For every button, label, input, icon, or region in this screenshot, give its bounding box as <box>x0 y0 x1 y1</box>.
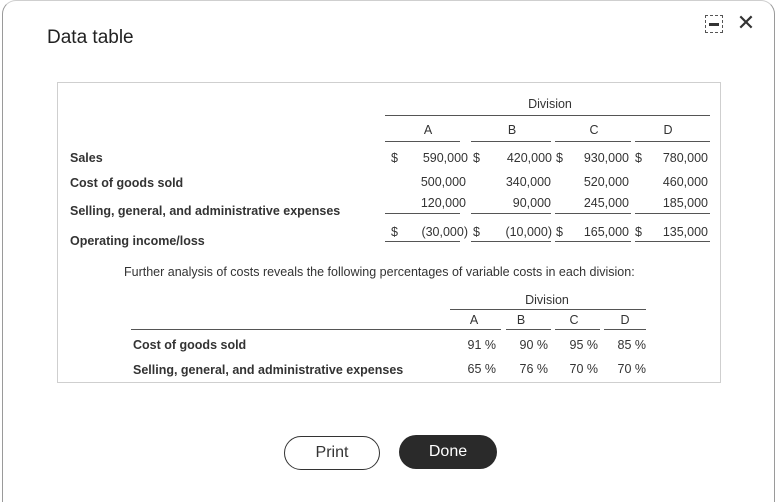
t2-label-rule <box>131 329 501 330</box>
t2-col-d-rule <box>604 329 646 330</box>
oi-dollar-d: $ <box>635 225 642 239</box>
sales-a: 590,000 <box>422 151 468 165</box>
sales-b: 420,000 <box>506 151 552 165</box>
col-a-header: A <box>423 123 433 137</box>
oi-a: (30,000) <box>421 225 468 239</box>
dialog-title: Data table <box>47 27 134 48</box>
sga-c-rule <box>555 213 631 214</box>
sga-b: 90,000 <box>512 196 551 210</box>
cogs-a: 500,000 <box>420 175 466 189</box>
col-d-rule <box>635 141 710 142</box>
done-button[interactable]: Done <box>399 435 497 469</box>
minimize-bar <box>709 23 719 26</box>
oi-d-rule <box>635 241 710 242</box>
t2-col-b-header: B <box>516 313 526 327</box>
t2-col-c-header: C <box>569 313 579 327</box>
t2-col-a-header: A <box>469 313 479 327</box>
t2-row-label-cogs: Cost of goods sold <box>133 338 247 352</box>
division-rule-1 <box>385 115 710 116</box>
data-panel <box>57 82 721 383</box>
data-table-dialog <box>2 0 775 502</box>
sga-b-rule <box>471 213 551 214</box>
col-a-rule <box>385 141 460 142</box>
t2-row-label-sga: Selling, general, and administrative expenses <box>133 363 404 377</box>
row-label-cogs: Cost of goods sold <box>70 176 184 190</box>
t2-cogs-d: 85 % <box>617 338 646 352</box>
sales-dollar-d: $ <box>635 151 642 165</box>
minimize-icon[interactable] <box>705 15 723 33</box>
oi-b: (10,000) <box>505 225 552 239</box>
oi-d: 135,000 <box>662 225 708 239</box>
sales-dollar-a: $ <box>391 151 398 165</box>
division-rule-2 <box>450 309 646 310</box>
close-icon[interactable]: ✕ <box>736 10 756 35</box>
t2-col-b-rule <box>506 329 551 330</box>
sga-c: 245,000 <box>583 196 629 210</box>
cogs-b: 340,000 <box>505 175 551 189</box>
col-d-header: D <box>663 123 673 137</box>
sales-d: 780,000 <box>662 151 708 165</box>
col-c-header: C <box>589 123 599 137</box>
cogs-d: 460,000 <box>662 175 708 189</box>
oi-dollar-c: $ <box>556 225 563 239</box>
sga-d-rule <box>635 213 710 214</box>
col-c-rule <box>555 141 631 142</box>
row-label-sga: Selling, general, and administrative expenses <box>70 204 341 218</box>
t2-sga-b: 76 % <box>519 362 548 376</box>
row-label-operating-income: Operating income/loss <box>70 234 205 248</box>
oi-dollar-b: $ <box>473 225 480 239</box>
col-b-header: B <box>507 123 517 137</box>
sales-dollar-c: $ <box>556 151 563 165</box>
t2-sga-a: 65 % <box>467 362 496 376</box>
t2-cogs-b: 90 % <box>519 338 548 352</box>
sga-d: 185,000 <box>662 196 708 210</box>
sales-dollar-b: $ <box>473 151 480 165</box>
oi-dollar-a: $ <box>391 225 398 239</box>
t2-sga-d: 70 % <box>617 362 646 376</box>
t2-cogs-c: 95 % <box>569 338 598 352</box>
sga-a-rule <box>385 213 460 214</box>
t2-col-d-header: D <box>620 313 630 327</box>
row-label-sales: Sales <box>70 151 103 165</box>
oi-c: 165,000 <box>583 225 629 239</box>
oi-a-rule <box>385 241 460 242</box>
oi-c-rule <box>555 241 631 242</box>
t2-col-c-rule <box>555 329 600 330</box>
t2-cogs-a: 91 % <box>467 338 496 352</box>
col-b-rule <box>471 141 551 142</box>
division-header-1: Division <box>528 97 572 111</box>
variable-cost-note: Further analysis of costs reveals the following percentages of variable costs in each division: <box>124 265 635 279</box>
sga-a: 120,000 <box>420 196 466 210</box>
print-button[interactable]: Print <box>284 436 380 470</box>
oi-b-rule <box>471 241 551 242</box>
division-header-2: Division <box>525 293 569 307</box>
sales-c: 930,000 <box>583 151 629 165</box>
t2-sga-c: 70 % <box>569 362 598 376</box>
cogs-c: 520,000 <box>583 175 629 189</box>
